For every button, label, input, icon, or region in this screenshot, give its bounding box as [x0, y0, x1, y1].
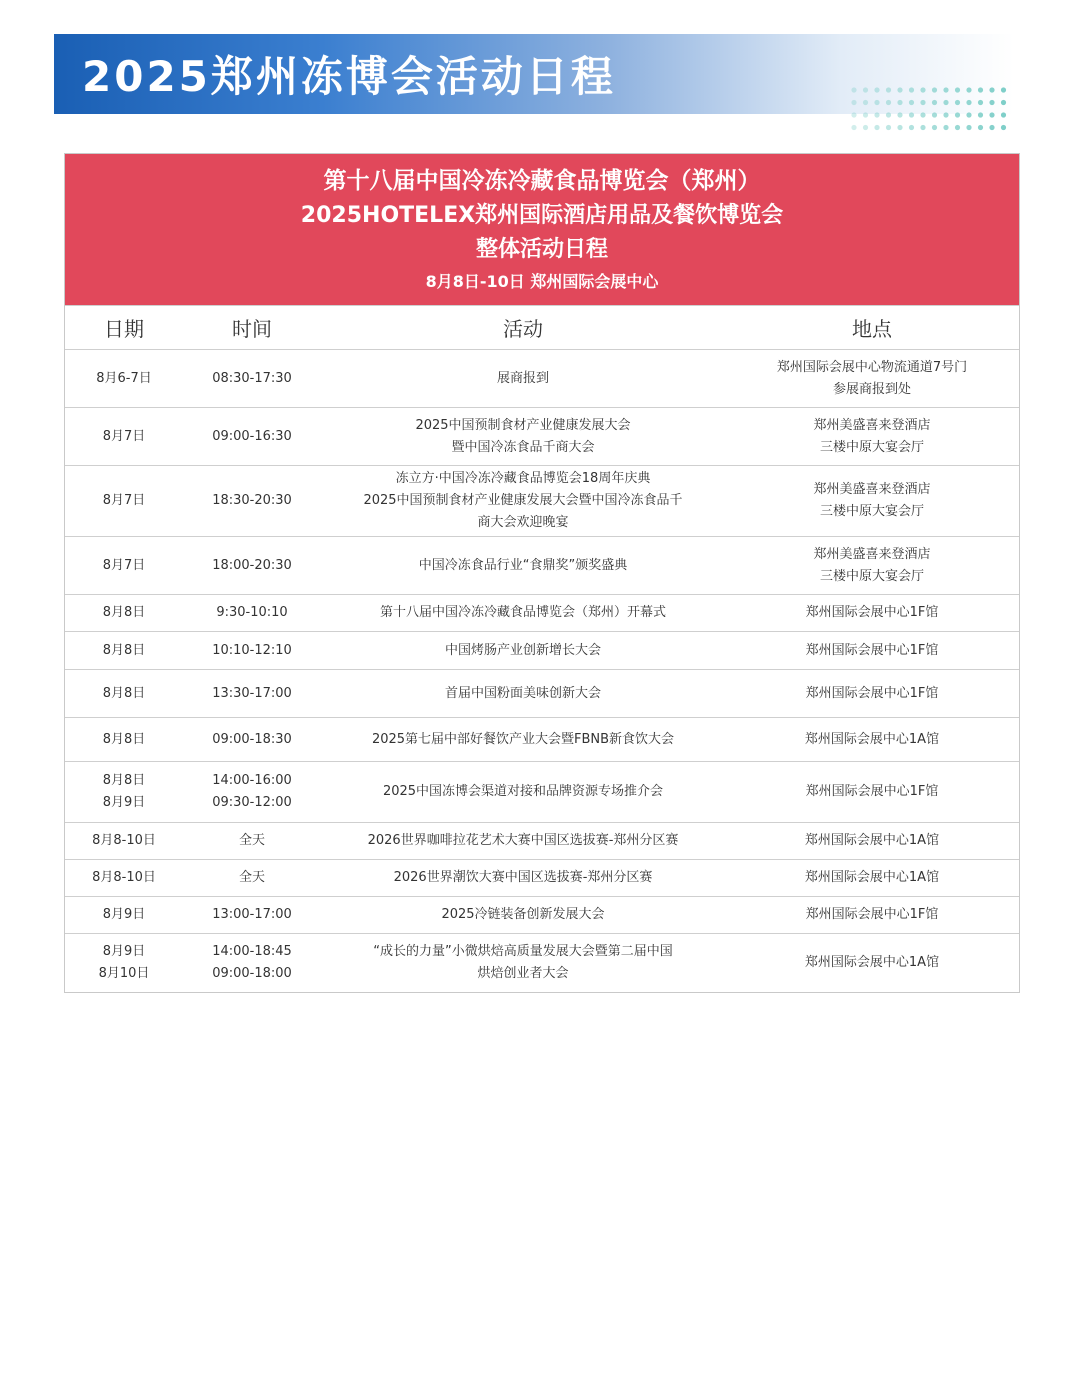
- cell-time-text: 9:30-10:10: [216, 605, 288, 620]
- table-row: [65, 762, 1019, 823]
- cell-location-text: 郑州美盛喜来登酒店: [813, 546, 931, 562]
- cell-location: [725, 670, 1019, 718]
- decorative-dot: [989, 100, 994, 105]
- decorative-dot: [932, 125, 937, 130]
- decorative-dot: [955, 87, 960, 92]
- cell-date-text: 8月7日: [102, 557, 146, 573]
- cell-time-text: 14:00-16:00: [212, 773, 292, 788]
- cell-location-text: 郑州国际会展中心1F馆: [805, 907, 939, 922]
- cell-date: [65, 670, 183, 718]
- decorative-dot: [886, 125, 891, 130]
- decorative-dot: [955, 112, 960, 117]
- cell-activity: [321, 408, 725, 466]
- decorative-dot: [978, 87, 983, 92]
- cell-date: [65, 537, 183, 595]
- decorative-dot: [1001, 87, 1006, 92]
- cell-date: [65, 466, 183, 537]
- decorative-dot: [874, 100, 879, 105]
- cell-date: [65, 762, 183, 823]
- cell-activity-text: “成长的力量”小微烘焙高质量发展大会暨第二届中国: [373, 943, 673, 959]
- decorative-dot: [920, 112, 925, 117]
- cell-activity-text: 2025中国预制食材产业健康发展大会: [415, 417, 631, 433]
- decorative-dot: [920, 100, 925, 105]
- cell-location: [725, 897, 1019, 934]
- cell-activity: [321, 718, 725, 762]
- cell-location: [725, 595, 1019, 632]
- cell-location: [725, 762, 1019, 823]
- decorative-dot: [989, 112, 994, 117]
- cell-activity-text: 2025中国冻博会渠道对接和品牌资源专场推介会: [382, 784, 664, 799]
- cell-time-text: 09:00-18:00: [212, 965, 292, 981]
- table-row: [65, 595, 1019, 632]
- cell-activity: [321, 537, 725, 595]
- table-row: [65, 718, 1019, 762]
- decorative-dot: [851, 87, 856, 92]
- cell-activity-text: 中国冷冻食品行业“食鼎奖”颁奖盛典: [418, 557, 628, 573]
- decorative-dot: [851, 112, 856, 117]
- table-row: [65, 934, 1019, 992]
- decorative-dot: [897, 100, 902, 105]
- cell-date-text: 8月8日: [102, 642, 146, 658]
- cell-location: [725, 350, 1019, 408]
- header-title-line3: 整体活动日程: [475, 236, 608, 262]
- cell-location-text: 郑州国际会展中心1A馆: [804, 954, 940, 970]
- decorative-dot: [909, 100, 914, 105]
- cell-location-text: 郑州美盛喜来登酒店: [813, 417, 931, 433]
- cell-time-text: 13:30-17:00: [212, 685, 292, 701]
- decorative-dot: [932, 100, 937, 105]
- cell-time: [183, 762, 321, 823]
- table-row: [65, 408, 1019, 466]
- table-row: [65, 350, 1019, 408]
- decorative-dot: [966, 87, 971, 92]
- cell-activity-text: 第十八届中国冷冻冷藏食品博览会（郑州）开幕式: [379, 605, 666, 620]
- table-row: [65, 632, 1019, 670]
- decorative-dot: [874, 87, 879, 92]
- cell-activity: [321, 595, 725, 632]
- cell-location: [725, 934, 1019, 992]
- page-title: 2025郑州冻博会活动日程: [82, 52, 616, 101]
- decorative-dot: [1001, 112, 1006, 117]
- cell-date: [65, 934, 183, 992]
- table-row: [65, 537, 1019, 595]
- cell-time: [183, 632, 321, 670]
- table-header-row: [65, 306, 1019, 350]
- cell-time: [183, 860, 321, 897]
- cell-date-text: 8月9日: [102, 907, 146, 922]
- decorative-dot: [897, 87, 902, 92]
- cell-location-text: 三楼中原大宴会厅: [819, 439, 924, 455]
- decorative-dot: [966, 112, 971, 117]
- cell-location-text: 郑州国际会展中心1A馆: [804, 833, 940, 848]
- decorative-dot: [874, 112, 879, 117]
- cell-location-text: 三楼中原大宴会厅: [819, 568, 924, 584]
- cell-time: [183, 350, 321, 408]
- cell-location-text: 郑州国际会展中心1A馆: [804, 870, 940, 885]
- cell-activity: [321, 860, 725, 897]
- decorative-dot: [943, 100, 948, 105]
- column-header-time: 时间: [183, 306, 321, 350]
- cell-date: [65, 595, 183, 632]
- column-header-date: 日期: [65, 306, 183, 350]
- cell-location-text: 郑州国际会展中心物流通道7号门: [776, 359, 968, 375]
- cell-activity-text: 2026世界潮饮大赛中国区选拔赛-郑州分区赛: [393, 870, 653, 885]
- cell-date-text: 8月8日: [102, 605, 146, 620]
- cell-activity-text: 首届中国粉面美味创新大会: [444, 685, 601, 701]
- header-title-line2: 2025HOTELEX郑州国际酒店用品及餐饮博览会: [300, 202, 784, 228]
- decorative-dot: [932, 87, 937, 92]
- table-row: [65, 670, 1019, 718]
- cell-time: [183, 934, 321, 992]
- decorative-dot: [978, 125, 983, 130]
- cell-location-text: 郑州国际会展中心1F馆: [805, 784, 939, 799]
- cell-location-text: 郑州国际会展中心1F馆: [805, 605, 939, 620]
- cell-time: [183, 718, 321, 762]
- decorative-dot: [943, 125, 948, 130]
- decorative-dot: [920, 125, 925, 130]
- cell-date-text: 8月6-7日: [96, 370, 152, 386]
- decorative-dot: [863, 112, 868, 117]
- cell-date: [65, 718, 183, 762]
- cell-location-text: 郑州国际会展中心1F馆: [805, 685, 939, 701]
- cell-activity: [321, 823, 725, 860]
- cell-date-text: 8月8日: [102, 773, 146, 788]
- cell-time-text: 09:00-16:30: [212, 428, 292, 444]
- cell-location: [725, 408, 1019, 466]
- decorative-dot: [851, 125, 856, 130]
- cell-date: [65, 350, 183, 408]
- cell-date-text: 8月7日: [102, 428, 146, 444]
- cell-activity-text: 2025第七届中部好餐饮产业大会暨FBNB新食饮大会: [371, 731, 675, 747]
- cell-activity-text: 中国烤肠产业创新增长大会: [444, 642, 601, 658]
- cell-date-text: 8月8日: [102, 731, 146, 747]
- cell-activity: [321, 670, 725, 718]
- decorative-dot: [886, 87, 891, 92]
- decorative-dot: [920, 87, 925, 92]
- cell-time-text: 10:10-12:10: [212, 642, 292, 658]
- cell-time: [183, 408, 321, 466]
- decorative-dot: [863, 125, 868, 130]
- decorative-dot: [955, 100, 960, 105]
- decorative-dot: [909, 112, 914, 117]
- cell-time-text: 08:30-17:30: [212, 370, 292, 386]
- decorative-dot: [978, 112, 983, 117]
- cell-time-text: 18:00-20:30: [212, 557, 292, 573]
- cell-time-text: 全天: [238, 833, 265, 848]
- cell-date: [65, 408, 183, 466]
- decorative-dot: [909, 125, 914, 130]
- cell-activity: [321, 934, 725, 992]
- decorative-dot: [1001, 100, 1006, 105]
- cell-activity-text: 商大会欢迎晚宴: [477, 515, 569, 530]
- schedule-table: [65, 305, 1019, 992]
- decorative-dots: [848, 84, 1014, 134]
- cell-date: [65, 823, 183, 860]
- table-body: [65, 350, 1019, 992]
- cell-location-text: 郑州国际会展中心1A馆: [804, 731, 940, 747]
- cell-activity-text: 展商报到: [496, 370, 549, 386]
- cell-activity-text: 烘焙创业者大会: [477, 965, 569, 981]
- schedule-header: [65, 154, 1019, 305]
- cell-location: [725, 466, 1019, 537]
- header-subtitle: 8月8日-10日 郑州国际会展中心: [425, 271, 659, 291]
- cell-location: [725, 632, 1019, 670]
- cell-location-text: 参展商报到处: [832, 381, 911, 397]
- cell-activity-text: 暨中国冷冻食品千商大会: [451, 439, 595, 455]
- decorative-dot: [966, 100, 971, 105]
- table-row: [65, 897, 1019, 934]
- cell-location: [725, 718, 1019, 762]
- decorative-dot: [874, 125, 879, 130]
- decorative-dot: [863, 100, 868, 105]
- cell-time-text: 14:00-18:45: [212, 943, 292, 959]
- table-row: [65, 860, 1019, 897]
- cell-activity-text: 2026世界咖啡拉花艺术大赛中国区选拔赛-郑州分区赛: [367, 833, 679, 848]
- cell-location-text: 郑州国际会展中心1F馆: [805, 642, 939, 658]
- cell-date-text: 8月9日: [102, 795, 146, 810]
- cell-date-text: 8月10日: [98, 965, 150, 981]
- cell-time-text: 18:30-20:30: [212, 493, 292, 508]
- cell-activity-text: 2025冷链装备创新发展大会: [441, 907, 605, 922]
- cell-time-text: 09:00-18:30: [212, 731, 292, 747]
- decorative-dot: [1001, 125, 1006, 130]
- cell-time-text: 全天: [238, 870, 265, 885]
- cell-date-text: 8月8-10日: [92, 833, 156, 848]
- cell-activity: [321, 897, 725, 934]
- decorative-dot: [943, 112, 948, 117]
- cell-date: [65, 897, 183, 934]
- cell-date: [65, 632, 183, 670]
- cell-date-text: 8月8-10日: [92, 870, 156, 885]
- decorative-dot: [966, 125, 971, 130]
- cell-time: [183, 595, 321, 632]
- table-row: [65, 823, 1019, 860]
- cell-activity: [321, 466, 725, 537]
- decorative-dot: [989, 87, 994, 92]
- cell-activity: [321, 350, 725, 408]
- cell-time: [183, 537, 321, 595]
- cell-time: [183, 670, 321, 718]
- cell-location-text: 三楼中原大宴会厅: [819, 504, 924, 519]
- column-header-activity: 活动: [321, 306, 725, 350]
- decorative-dot: [886, 100, 891, 105]
- cell-time-text: 13:00-17:00: [212, 907, 292, 922]
- decorative-dot: [932, 112, 937, 117]
- cell-location: [725, 823, 1019, 860]
- cell-activity: [321, 632, 725, 670]
- decorative-dot: [897, 125, 902, 130]
- cell-location: [725, 537, 1019, 595]
- cell-time-text: 09:30-12:00: [212, 795, 292, 810]
- decorative-dot: [978, 100, 983, 105]
- cell-time: [183, 897, 321, 934]
- decorative-dot: [943, 87, 948, 92]
- cell-activity-text: 2025中国预制食材产业健康发展大会暨中国冷冻食品千: [363, 493, 683, 508]
- cell-location-text: 郑州美盛喜来登酒店: [813, 482, 931, 497]
- cell-location: [725, 860, 1019, 897]
- decorative-dot: [989, 125, 994, 130]
- decorative-dot: [851, 100, 856, 105]
- decorative-dot: [897, 112, 902, 117]
- cell-date-text: 8月8日: [102, 685, 146, 701]
- cell-date-text: 8月9日: [102, 943, 146, 959]
- cell-activity: [321, 762, 725, 823]
- cell-date-text: 8月7日: [102, 493, 146, 508]
- cell-time: [183, 466, 321, 537]
- cell-activity-text: 冻立方·中国冷冻冷藏食品博览会18周年庆典: [395, 471, 651, 486]
- decorative-dot: [955, 125, 960, 130]
- table-row: [65, 466, 1019, 537]
- decorative-dot: [863, 87, 868, 92]
- column-header-location: 地点: [725, 306, 1019, 350]
- decorative-dot: [909, 87, 914, 92]
- cell-time: [183, 823, 321, 860]
- decorative-dot: [886, 112, 891, 117]
- cell-date: [65, 860, 183, 897]
- schedule-sheet: [64, 153, 1020, 993]
- header-title-line1: 第十八届中国冷冻冷藏食品博览会（郑州）: [323, 167, 761, 194]
